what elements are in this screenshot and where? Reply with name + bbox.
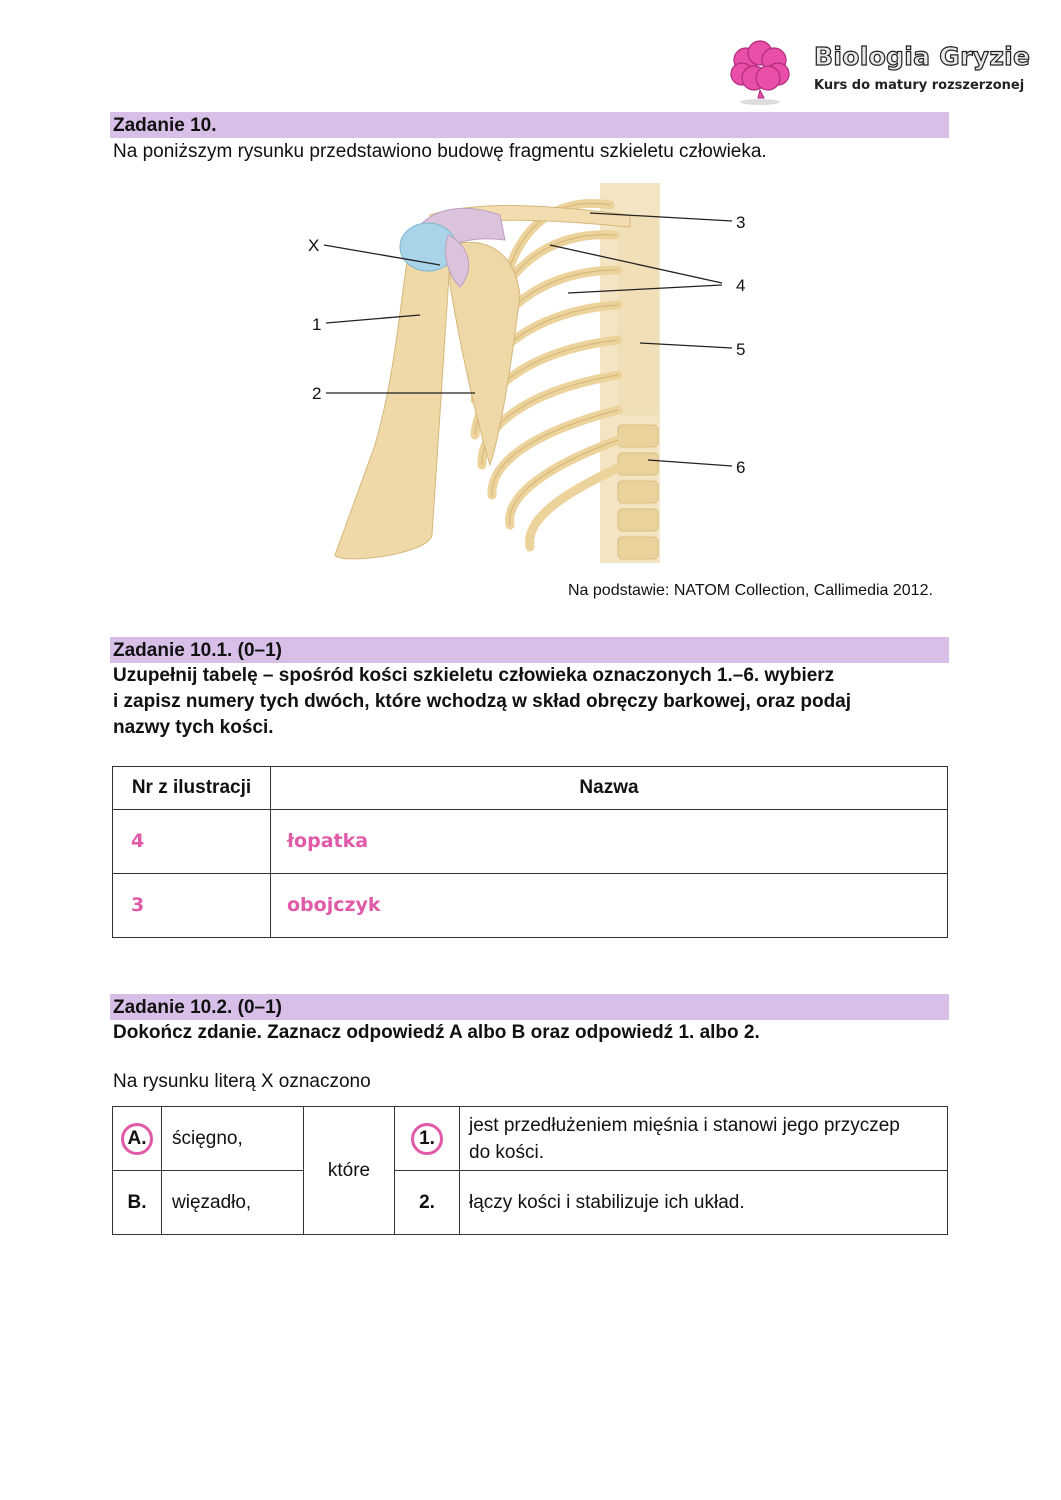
skeleton-illustration	[300, 175, 770, 570]
table-header-row	[113, 767, 948, 810]
label-3: 3	[736, 213, 746, 232]
answer-name: łopatka	[287, 830, 369, 852]
task10-2-stem: Na rysunku literą X oznaczono	[113, 1071, 371, 1092]
label-4: 4	[736, 276, 746, 295]
option-b-cell[interactable]: B.	[113, 1171, 162, 1235]
brain-icon	[728, 38, 792, 106]
option-2-cell[interactable]: 2.	[395, 1171, 460, 1235]
option-1-text-line-1: jest przedłużeniem mięśnia i stanowi jego przyczep	[469, 1114, 900, 1136]
option-1-selected[interactable]: 1.	[411, 1123, 443, 1155]
option-1-text	[460, 1107, 948, 1171]
connector: które	[304, 1107, 395, 1235]
task10-1-instruction-line-2: i zapisz numery tych dwóch, które wchodzą w skład obręczy barkowej, oraz podaj	[113, 691, 852, 712]
answer-nr-cell[interactable]	[113, 810, 271, 874]
figure-source: Na podstawie: NATOM Collection, Callimedia 2012.	[568, 582, 933, 599]
task10-1-instruction-line-1: Uzupełnij tabelę – spośród kości szkieletu człowieka oznaczonych 1.–6. wybierz	[113, 665, 835, 686]
skeleton-figure	[300, 175, 770, 570]
task10-2-instruction: Dokończ zdanie. Zaznacz odpowiedź A albo B oraz odpowiedź 1. albo 2.	[113, 1022, 760, 1043]
table-row	[113, 1171, 948, 1235]
label-1: 1	[312, 315, 322, 334]
option-a-selected[interactable]: A.	[121, 1123, 153, 1155]
col-name-header: Nazwa	[271, 767, 948, 810]
option-a-text: ścięgno,	[162, 1107, 304, 1171]
option-1-cell[interactable]	[395, 1107, 460, 1171]
answer-name-cell[interactable]	[271, 810, 948, 874]
logo-title: Biologia Gryzie	[814, 42, 1031, 71]
option-b-text: więzadło,	[162, 1171, 304, 1235]
task10-intro: Na poniższym rysunku przedstawiono budowę fragmentu szkieletu człowieka.	[113, 141, 767, 162]
answer-nr: 4	[131, 830, 145, 852]
task10-header-bar	[110, 112, 949, 138]
logo-subtitle: Kurs do matury rozszerzonej	[814, 78, 1025, 93]
answer-name-cell[interactable]	[271, 874, 948, 938]
col-nr-header: Nr z ilustracji	[113, 767, 271, 810]
choice-table	[112, 1106, 948, 1235]
logo	[728, 38, 1048, 108]
option-a-cell[interactable]	[113, 1107, 162, 1171]
option-2-text: łączy kości i stabilizuje ich układ.	[460, 1171, 948, 1235]
task10-1-instruction-line-3: nazwy tych kości.	[113, 717, 274, 738]
task10-1-header: Zadanie 10.1. (0–1)	[113, 640, 282, 661]
label-2: 2	[312, 384, 322, 403]
answer-nr: 3	[131, 894, 145, 916]
table-row	[113, 874, 948, 938]
label-5: 5	[736, 340, 746, 359]
answer-nr-cell[interactable]	[113, 874, 271, 938]
task10-2-header-bar	[110, 994, 949, 1020]
label-6: 6	[736, 458, 746, 477]
option-1-text-line-2: do kości.	[469, 1141, 544, 1163]
label-x: X	[308, 236, 320, 255]
task10-2-header: Zadanie 10.2. (0–1)	[113, 997, 282, 1018]
table-row	[113, 810, 948, 874]
answer-name: obojczyk	[287, 894, 381, 916]
task10-header: Zadanie 10.	[113, 115, 217, 136]
table-row	[113, 1107, 948, 1171]
task10-1-header-bar	[110, 637, 949, 663]
bones-table	[112, 766, 948, 938]
